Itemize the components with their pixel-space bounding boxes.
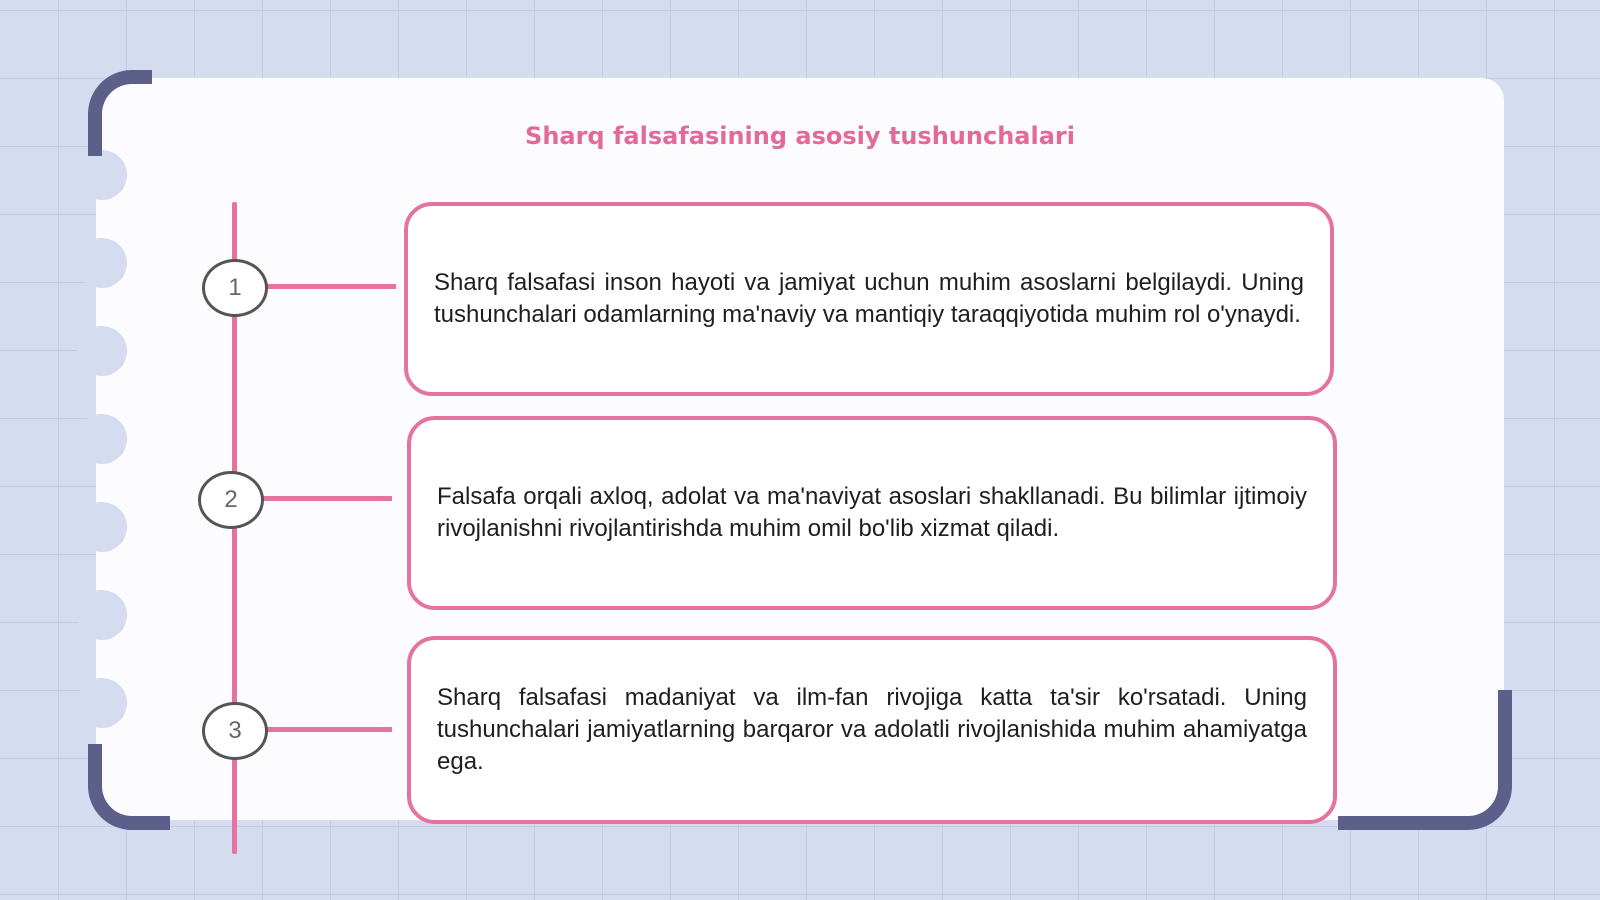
step-2-connector (262, 496, 392, 501)
step-3-connector (266, 727, 392, 732)
card-edge-scallop (77, 590, 127, 640)
step-1-connector (266, 284, 396, 289)
slide-title: Sharq falsafasining asosiy tushunchalari (525, 122, 1075, 150)
step-2-number: 2 (198, 471, 264, 529)
step-3-box (407, 636, 1337, 824)
step-1-box (404, 202, 1334, 396)
card-edge-scallop (77, 678, 127, 728)
frame-corner-bottom-right (1338, 690, 1512, 830)
step-3-number: 3 (202, 702, 268, 760)
card-edge-scallop (77, 238, 127, 288)
step-1-text: Sharq falsafasi inson hayoti va jamiyat uchun muhim asoslarni belgilaydi. Uning tushunchalari odamlarning ma'naviy va mantiqiy taraqqiyotida muhim rol o'ynaydi. (434, 269, 1304, 328)
card-edge-scallop (77, 150, 127, 200)
frame-corner-bottom-left (88, 744, 170, 830)
card-edge-scallop (77, 326, 127, 376)
step-1-number: 1 (202, 259, 268, 317)
step-2-text: Falsafa orqali axloq, adolat va ma'naviyat asoslari shakllanadi. Bu bilimlar ijtimoiy rivojlanishni rivojlantirishda muhim omil bo'lib xizmat qiladi. (437, 483, 1307, 542)
card-edge-scallop (77, 502, 127, 552)
card-edge-scallop (77, 414, 127, 464)
step-3-text: Sharq falsafasi madaniyat va ilm-fan rivojiga katta ta'sir ko'rsatadi. Uning tushunchalari jamiyatlarning barqaror va adolatli rivojlanishida muhim ahamiyatga ega. (437, 684, 1307, 775)
step-2-box (407, 416, 1337, 610)
